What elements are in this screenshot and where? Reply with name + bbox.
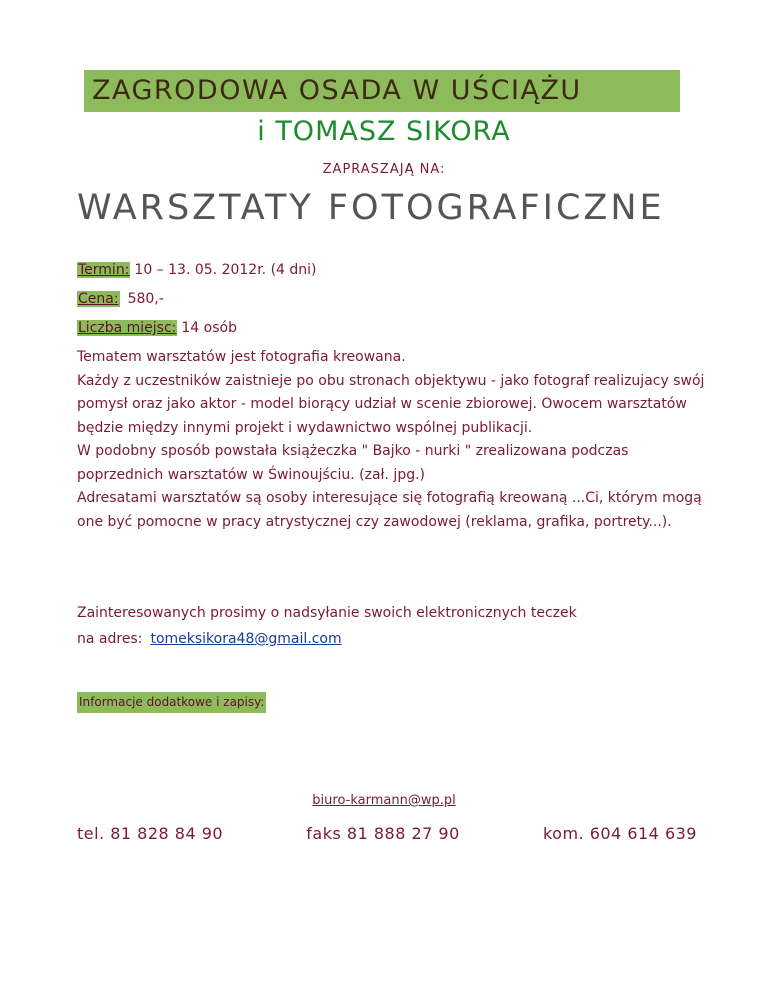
description-paragraph: W podobny sposób powstała książeczka " Bajko - nurki " zrealizowana podczas poprzednich warsztatów w Świnoujściu. (zał. jpg.) — [77, 443, 629, 483]
phone-number: tel. 81 828 84 90 — [77, 824, 224, 843]
term-row — [77, 262, 317, 278]
mobile-number: kom. 604 614 639 — [542, 824, 697, 843]
organizer-banner: ZAGRODOWA OSADA W UŚCIĄŻU — [84, 70, 680, 112]
price-value: 580,- — [127, 291, 164, 307]
info-label: Informacje dodatkowe i zapisy: — [77, 692, 266, 713]
page-title: WARSZTATY FOTOGRAFICZNE — [77, 188, 665, 228]
email-link[interactable]: tomeksikora48@gmail.com — [150, 631, 342, 647]
term-label: Termin: — [78, 262, 130, 278]
contact-block — [77, 600, 717, 652]
invite-text: ZAPRASZAJĄ NA: — [322, 162, 446, 177]
phone-row — [77, 824, 697, 843]
contact-address-line — [77, 626, 717, 652]
office-email-link[interactable]: biuro-karmann@wp.pl — [312, 793, 456, 808]
address-label: na adres: — [77, 631, 143, 647]
price-row — [77, 291, 164, 307]
description — [77, 346, 717, 534]
contact-request: Zainteresowanych prosimy o nadsyłanie swoich elektronicznych teczek — [77, 605, 577, 621]
seats-label: Liczba miejsc: — [78, 320, 177, 336]
term-value: 10 – 13. 05. 2012r. (4 dni) — [134, 262, 317, 278]
seats-row — [77, 320, 237, 336]
fax-number: faks 81 888 27 90 — [306, 824, 460, 843]
seats-value: 14 osób — [181, 320, 237, 336]
description-paragraph: Każdy z uczestników zaistnieje po obu stronach objektywu - jako fotograf realizujacy swój pomysł oraz jako aktor - model biorący udział w scenie zbiorowej. Owocem warsztatów będzie między innymi projekt i wydawnictwo wspólnej publikacji. — [77, 372, 705, 436]
description-paragraph: Tematem warsztatów jest fotografia kreowana. — [77, 349, 406, 365]
partner-name: i TOMASZ SIKORA — [257, 116, 511, 147]
description-paragraph: Adresatami warsztatów są osoby interesujące się fotografią kreowaną ...Ci, którym mogą one być pomocne w pracy atrystycznej czy zawodowej (reklama, grafika, portrety...). — [77, 490, 702, 530]
price-label: Cena: — [78, 291, 119, 307]
